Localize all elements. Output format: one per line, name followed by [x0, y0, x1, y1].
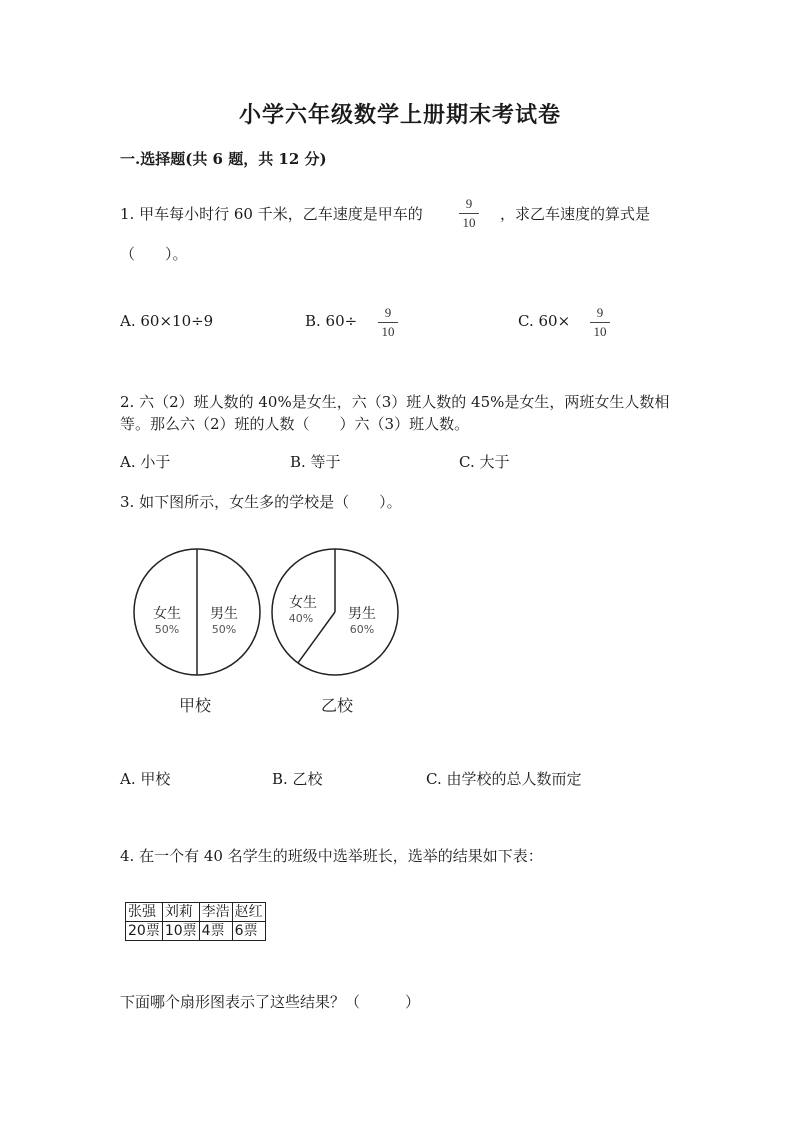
pie-school-yi	[272, 549, 398, 715]
pie-boys-percent: 60%	[349, 623, 375, 636]
q3-text: 3. 如下图所示，女生多的学校是（ ）。	[120, 493, 402, 511]
pie-girls-label: 女生	[153, 606, 181, 622]
q1-option-c-fraction	[588, 305, 612, 340]
fraction-bar	[459, 213, 479, 214]
q1-option-b-fraction	[376, 305, 400, 340]
pie-school-jia	[134, 549, 260, 715]
vote-table	[125, 902, 266, 941]
q3-option-a: A. 甲校	[120, 770, 171, 788]
q1-text-end: ，求乙车速度的算式是	[500, 205, 651, 223]
pie-boys-percent: 50%	[211, 623, 237, 636]
pie-girls-percent: 40%	[288, 612, 314, 625]
pie-school-name: 甲校	[178, 696, 212, 715]
vote-table-names-row	[126, 903, 266, 922]
pie-boys-label: 男生	[348, 606, 376, 622]
vote-table-votes-row	[126, 922, 266, 941]
q4-text: 4. 在一个有 40 名学生的班级中选举班长，选举的结果如下表：	[120, 847, 543, 865]
q3-option-b: B. 乙校	[272, 770, 323, 788]
fraction-denominator: 10	[462, 215, 476, 230]
section-heading: 一.选择题(共 6 题，共 12 分)	[120, 150, 327, 168]
q2-option-c: C. 大于	[459, 453, 510, 471]
table-cell: 20票	[126, 922, 163, 941]
q2-text-line2: 等。那么六（2）班的人数（ ）六（3）班人数。	[120, 415, 470, 433]
table-cell: 刘莉	[162, 903, 199, 922]
q3-option-c: C. 由学校的总人数而定	[426, 770, 582, 788]
pie-girls-label: 女生	[289, 595, 317, 611]
q1-fraction	[457, 196, 481, 231]
q3-pie-figures	[125, 548, 415, 728]
q1-answer-blank: （ ）。	[120, 245, 188, 263]
q2-text-line1: 2. 六（2）班人数的 40%是女生，六（3）班人数的 45%是女生，两班女生人数相	[120, 393, 670, 411]
fraction-bar	[590, 322, 610, 323]
table-cell: 4票	[199, 922, 232, 941]
pie-girls-percent: 50%	[154, 623, 180, 636]
fraction-denominator: 10	[381, 324, 395, 339]
table-cell: 赵红	[232, 903, 265, 922]
pie-boys-label: 男生	[210, 606, 238, 622]
table-cell: 李浩	[199, 903, 232, 922]
q1-option-c: C. 60×	[518, 312, 571, 330]
fraction-numerator: 9	[465, 196, 473, 211]
q2-option-a: A. 小于	[120, 453, 171, 471]
table-cell: 张强	[126, 903, 163, 922]
table-cell: 6票	[232, 922, 265, 941]
q4-question: 下面哪个扇形图表示了这些结果？（ ）	[120, 993, 421, 1011]
q1-option-a: A. 60×10÷9	[120, 312, 214, 330]
q1-option-b: B. 60÷	[305, 312, 358, 330]
fraction-numerator: 9	[596, 305, 604, 320]
table-cell: 10票	[162, 922, 199, 941]
pie-school-name: 乙校	[320, 696, 354, 715]
fraction-denominator: 10	[593, 324, 607, 339]
fraction-bar	[378, 322, 398, 323]
page-title: 小学六年级数学上册期末考试卷	[238, 102, 561, 128]
fraction-numerator: 9	[384, 305, 392, 320]
q2-option-b: B. 等于	[290, 453, 341, 471]
q1-text-start: 1. 甲车每小时行 60 千米，乙车速度是甲车的	[120, 205, 423, 223]
